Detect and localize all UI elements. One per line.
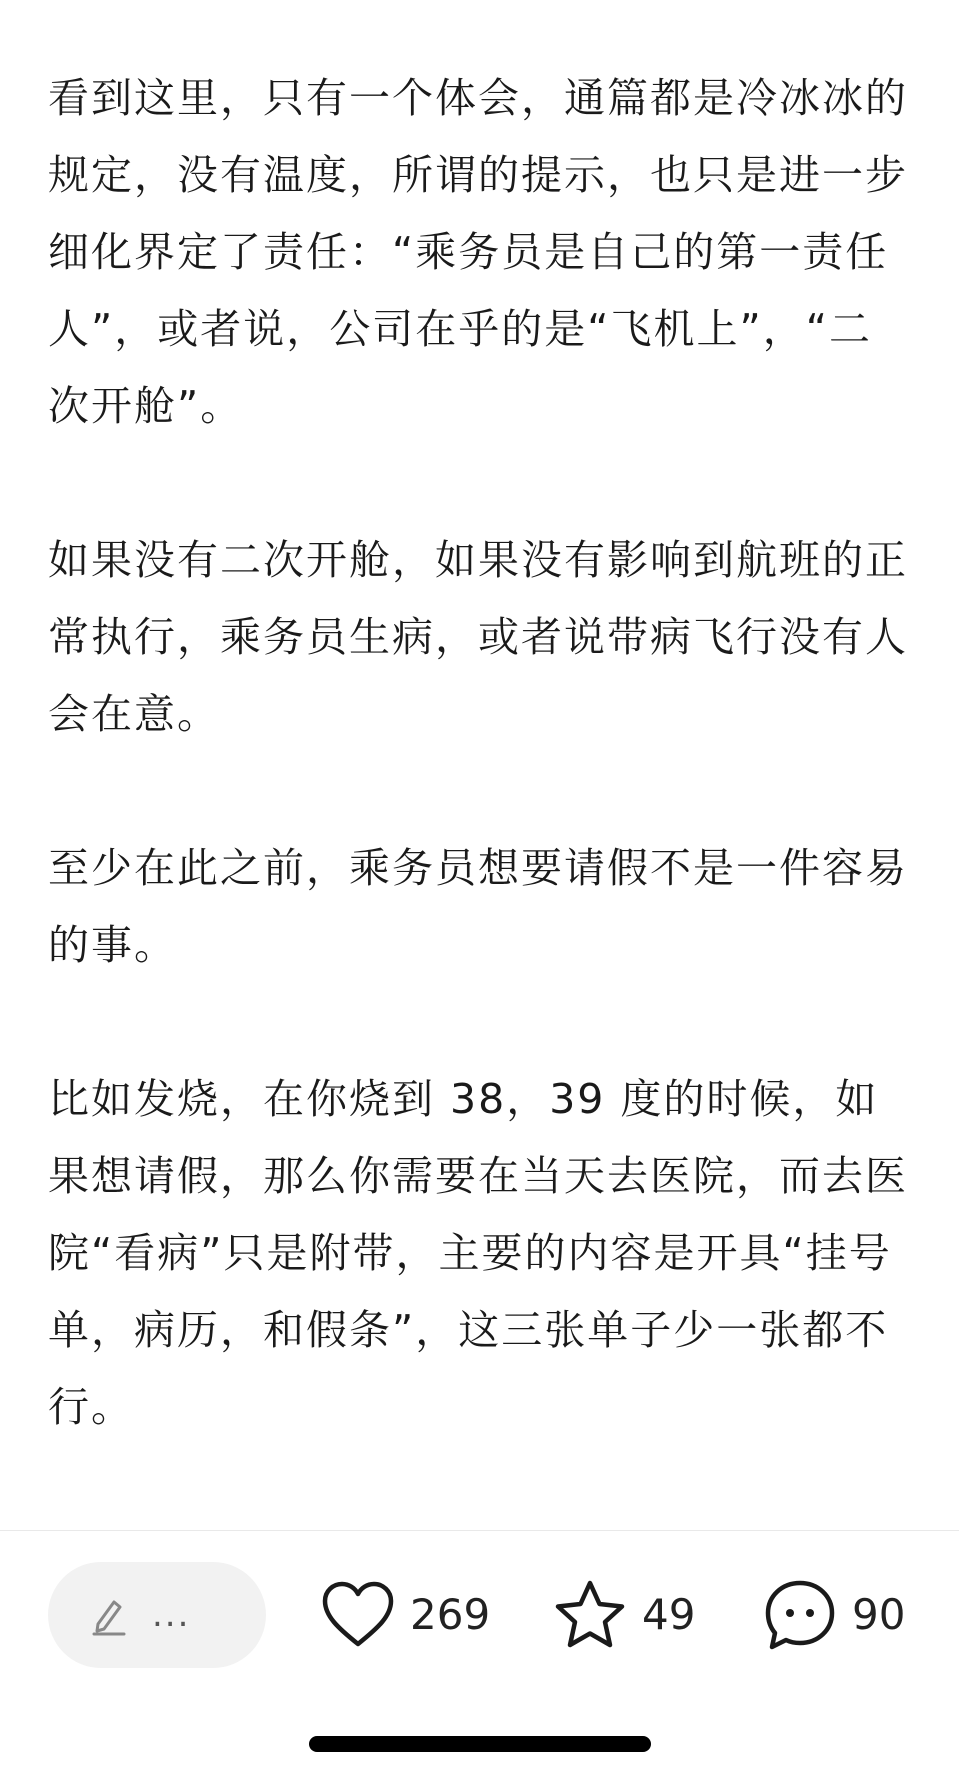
speech-bubble-icon xyxy=(762,1577,838,1653)
article-paragraph: 比如发烧，在你烧到 38，39 度的时候，如果想请假，那么你需要在当天去医院，而去医院“看病”只是附带，主要的内容是开具“挂号单，病历，和假条”，这三张单子少一张都不行。 xyxy=(48,1075,908,1431)
like-button[interactable] xyxy=(320,1560,490,1670)
comment-count: 90 xyxy=(852,1590,906,1639)
favorite-count: 49 xyxy=(642,1590,696,1639)
favorite-button[interactable] xyxy=(552,1560,695,1670)
comment-button[interactable] xyxy=(762,1560,905,1670)
bottom-bar-divider xyxy=(0,1530,959,1531)
article-paragraph: 看到这里，只有一个体会，通篇都是冷冰冰的规定，没有温度，所谓的提示，也只是进一步细化界定了责任：“乘务员是自己的第一责任人”，或者说，公司在乎的是“飞机上”，“二次开舱”。 xyxy=(48,74,908,430)
star-icon xyxy=(552,1579,628,1651)
comment-input[interactable] xyxy=(48,1562,266,1668)
bottom-action-bar xyxy=(0,1560,959,1670)
home-indicator[interactable] xyxy=(309,1736,651,1752)
heart-icon xyxy=(320,1580,396,1650)
article-body xyxy=(48,60,914,1446)
like-count: 269 xyxy=(410,1590,491,1639)
article-paragraph: 至少在此之前，乘务员想要请假不是一件容易的事。 xyxy=(48,844,908,969)
article-paragraph: 如果没有二次开舱，如果没有影响到航班的正常执行，乘务员生病，或者说带病飞行没有人会在意。 xyxy=(48,536,908,738)
pencil-icon xyxy=(88,1594,130,1636)
comment-placeholder: ... xyxy=(152,1595,191,1635)
